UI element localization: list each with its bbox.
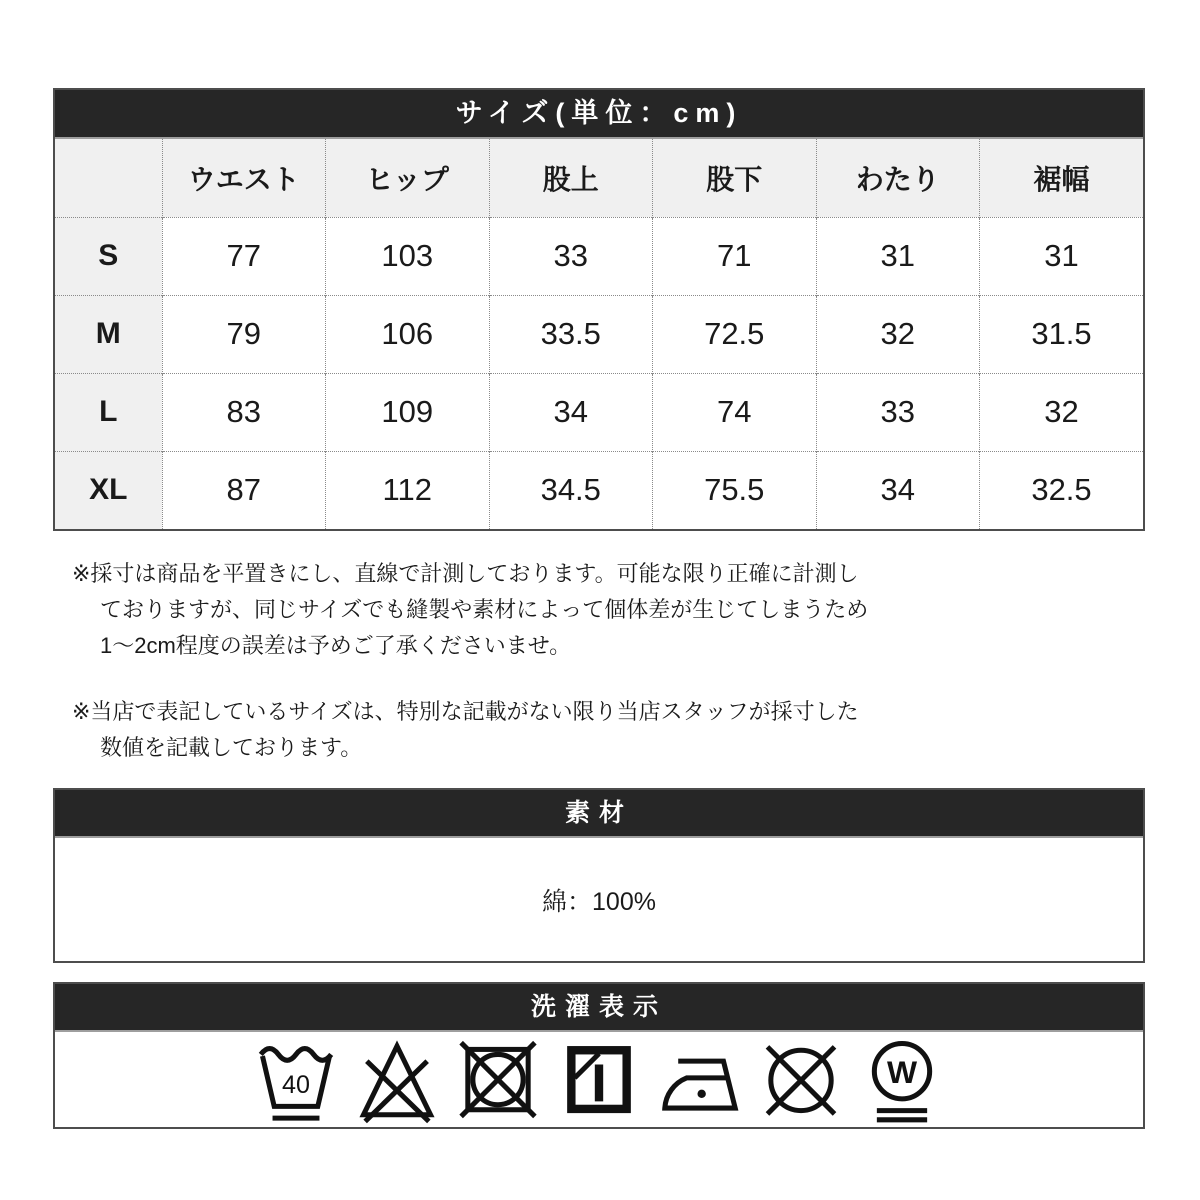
row-label-m: M [55, 295, 162, 373]
table-row-s [55, 217, 1143, 295]
note-line: ておりますが、同じサイズでも縫製や素材によって個体差が生じてしまうため [100, 597, 869, 622]
iron-low-heat-icon [658, 1036, 742, 1124]
cell: 34 [489, 373, 653, 451]
table-row-m [55, 295, 1143, 373]
column-header-thigh: わたり [816, 139, 980, 217]
cell: 77 [162, 217, 326, 295]
svg-text:40: 40 [282, 1070, 310, 1099]
cell: 87 [162, 451, 326, 529]
cell: 74 [653, 373, 817, 451]
material-value: 綿：100% [542, 887, 656, 916]
cell: 75.5 [653, 451, 817, 529]
svg-text:W: W [886, 1053, 918, 1090]
cell: 72.5 [653, 295, 817, 373]
cell: 83 [162, 373, 326, 451]
corner-cell [55, 139, 162, 217]
cell: 32 [980, 373, 1144, 451]
cell: 33 [816, 373, 980, 451]
column-header-inseam: 股下 [653, 139, 817, 217]
note-line: 数値を記載しております。 [100, 735, 363, 760]
laundry-section [53, 982, 1145, 1129]
cell: 79 [162, 295, 326, 373]
cell: 109 [326, 373, 490, 451]
cell: 31 [980, 217, 1144, 295]
cell: 112 [326, 451, 490, 529]
dry-in-shade-icon [557, 1036, 641, 1124]
size-table-header-row [55, 139, 1143, 217]
cell: 32.5 [980, 451, 1144, 529]
column-header-hip: ヒップ [326, 139, 490, 217]
table-row-xl [55, 451, 1143, 529]
size-table-section [53, 88, 1145, 531]
material-section [53, 788, 1145, 963]
row-label-xl: XL [55, 451, 162, 529]
laundry-title: 洗濯表示 [55, 984, 1143, 1032]
row-label-l: L [55, 373, 162, 451]
cell: 31 [816, 217, 980, 295]
wet-clean-gentle-icon [860, 1036, 944, 1124]
note-measurement-tolerance [72, 556, 1132, 664]
cell: 34.5 [489, 451, 653, 529]
cell: 31.5 [980, 295, 1144, 373]
cell: 34 [816, 451, 980, 529]
cell: 106 [326, 295, 490, 373]
measurement-notes [72, 556, 1132, 796]
cell: 33 [489, 217, 653, 295]
no-bleach-icon [355, 1036, 439, 1124]
cell: 71 [653, 217, 817, 295]
column-header-hem: 裾幅 [980, 139, 1144, 217]
table-row-l [55, 373, 1143, 451]
laundry-icons-row [55, 1032, 1143, 1127]
note-line: ※当店で表記しているサイズは、特別な記載がない限り当店スタッフが採寸した [72, 699, 859, 724]
no-dry-clean-icon [759, 1036, 843, 1124]
note-staff-measured [72, 694, 1132, 766]
wash-40-icon [254, 1036, 338, 1124]
note-line: ※採寸は商品を平置きにし、直線で計測しております。可能な限り正確に計測し [72, 561, 859, 586]
note-line: 1〜2cm程度の誤差は予めご了承くださいませ。 [100, 633, 572, 658]
row-label-s: S [55, 217, 162, 295]
material-title: 素材 [55, 790, 1143, 838]
no-tumble-dry-icon [456, 1036, 540, 1124]
cell: 32 [816, 295, 980, 373]
column-header-waist: ウエスト [162, 139, 326, 217]
cell: 103 [326, 217, 490, 295]
size-table [55, 139, 1143, 529]
size-table-title: サイズ(単位：cm) [55, 90, 1143, 139]
column-header-rise: 股上 [489, 139, 653, 217]
cell: 33.5 [489, 295, 653, 373]
